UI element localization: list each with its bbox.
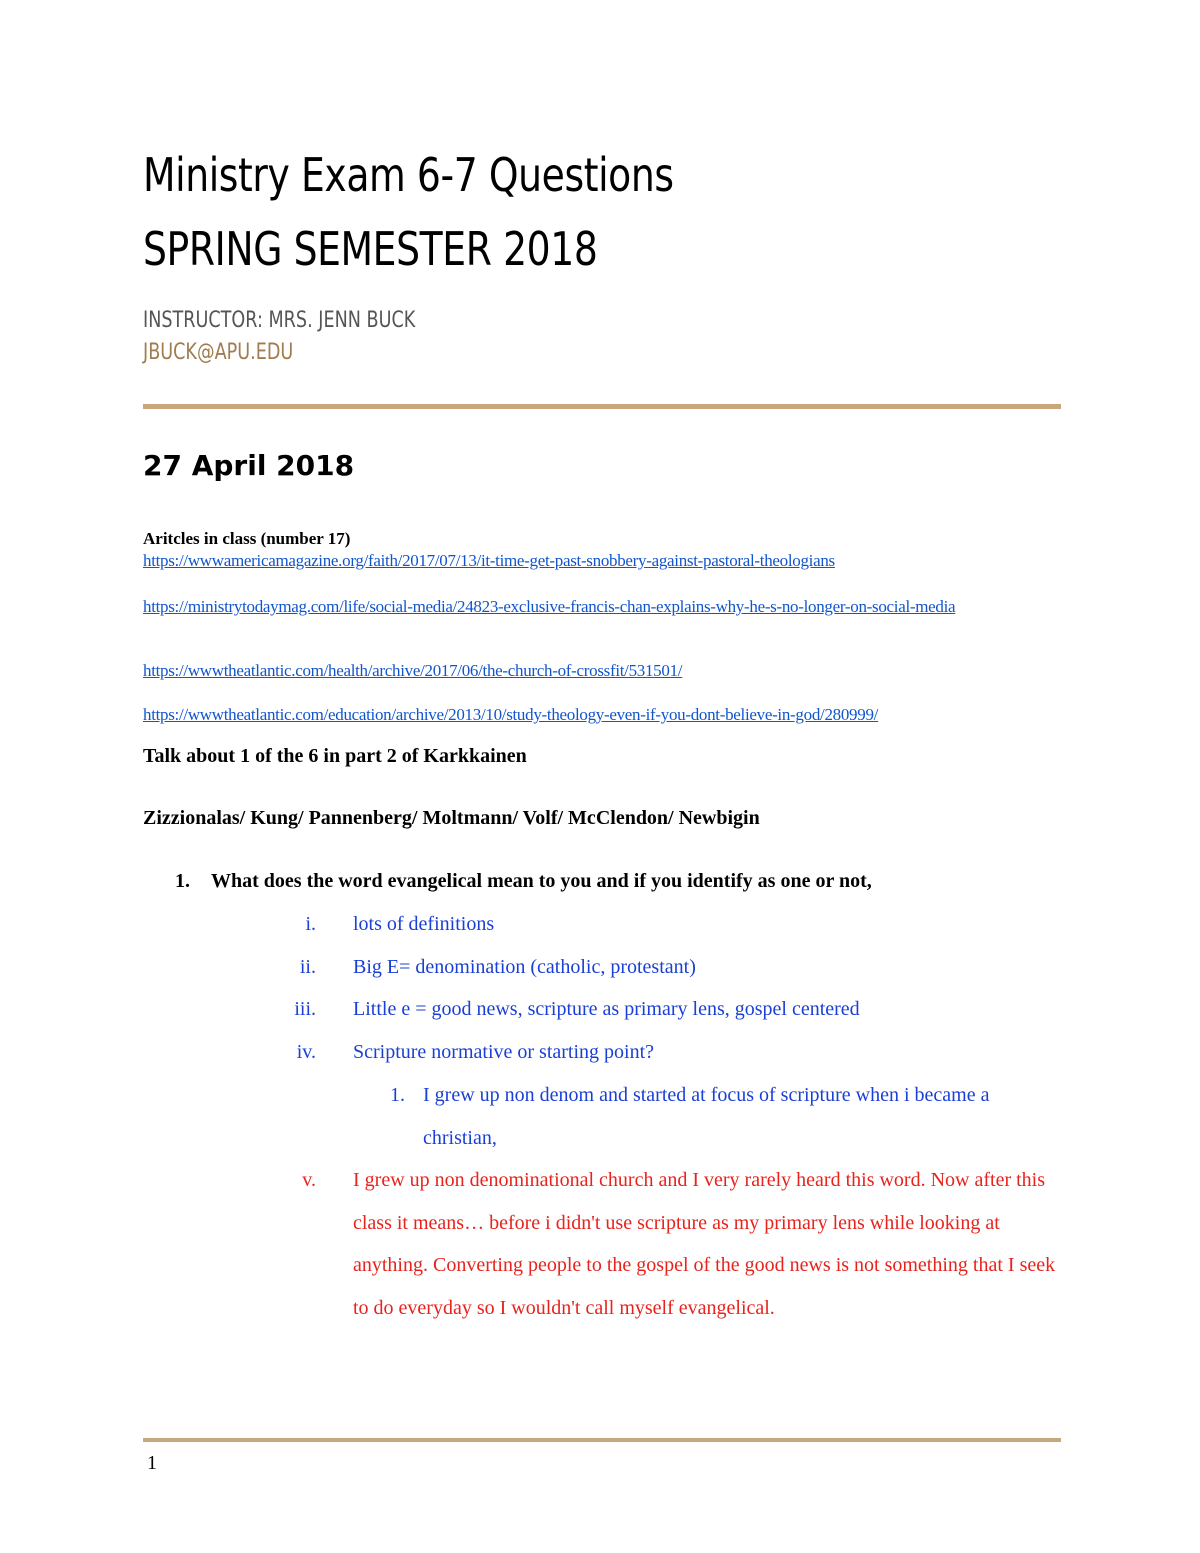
answer-text: lots of definitions — [353, 913, 495, 935]
question-1 — [175, 870, 872, 893]
sub-answer-text: I grew up non denom and started at focus of scripture when i became a christian, — [423, 1084, 990, 1149]
article-link-3[interactable]: https://wwwtheatlantic.com/health/archive/2017/06/the-church-of-crossfit/531501/ — [143, 661, 683, 680]
answer-numeral: i. — [305, 913, 316, 935]
answer-item-4 — [0, 1031, 1100, 1073]
sub-answer-numeral: 1. — [390, 1084, 405, 1106]
page-title: Ministry Exam 6-7 Questions — [143, 148, 674, 202]
answer-item-1 — [0, 903, 1100, 945]
theologian-list: Zizzionalas/ Kung/ Pannenberg/ Moltmann/ Volf/ McClendon/ Newbigin — [143, 807, 760, 829]
footer-divider — [143, 1438, 1061, 1442]
personal-answer-text: I grew up non denominational church and I very rarely heard this word. Now after this class it means… before i didn't use scripture as my primary lens while looking at anything. Converting people to the gospel of the good news is not something that I seek to do everyday so I wouldn't call myself evangelical. — [353, 1169, 1056, 1319]
answer-text: Scripture normative or starting point? — [353, 1041, 655, 1063]
instructor-email[interactable]: JBUCK@APU.EDU — [143, 340, 294, 365]
instructor-name: INSTRUCTOR: MRS. JENN BUCK — [143, 308, 416, 333]
answer-numeral: iii. — [294, 998, 316, 1020]
answer-numeral: ii. — [299, 956, 316, 978]
articles-label: Aritcles in class (number 17) — [143, 529, 351, 548]
question-number: 1. — [175, 870, 190, 892]
answer-numeral: iv. — [296, 1041, 316, 1063]
header-divider — [143, 404, 1061, 409]
article-link-4[interactable]: https://wwwtheatlantic.com/education/archive/2013/10/study-theology-even-if-you-dont-believe-in-god/280999/ — [143, 705, 879, 724]
section-date: 27 April 2018 — [143, 449, 355, 482]
page-number: 1 — [147, 1452, 157, 1474]
article-link-2[interactable]: https://ministrytodaymag.com/life/social-media/24823-exclusive-francis-chan-explains-why-he-s-no-longer-on-social-media — [143, 597, 956, 616]
personal-answer-numeral: v. — [302, 1169, 316, 1191]
answer-item-2 — [0, 946, 1100, 988]
answer-item-3 — [0, 988, 1100, 1030]
talk-prompt: Talk about 1 of the 6 in part 2 of Karkkainen — [143, 745, 527, 767]
article-link-1[interactable]: https://wwwamericamagazine.org/faith/2017/07/13/it-time-get-past-snobbery-against-pastoral-theologians — [143, 551, 835, 570]
answer-text: Big E= denomination (catholic, protestant) — [353, 956, 696, 978]
page-subtitle: SPRING SEMESTER 2018 — [143, 222, 598, 276]
answer-text: Little e = good news, scripture as primary lens, gospel centered — [353, 998, 860, 1020]
question-text: What does the word evangelical mean to you and if you identify as one or not, — [211, 870, 872, 892]
